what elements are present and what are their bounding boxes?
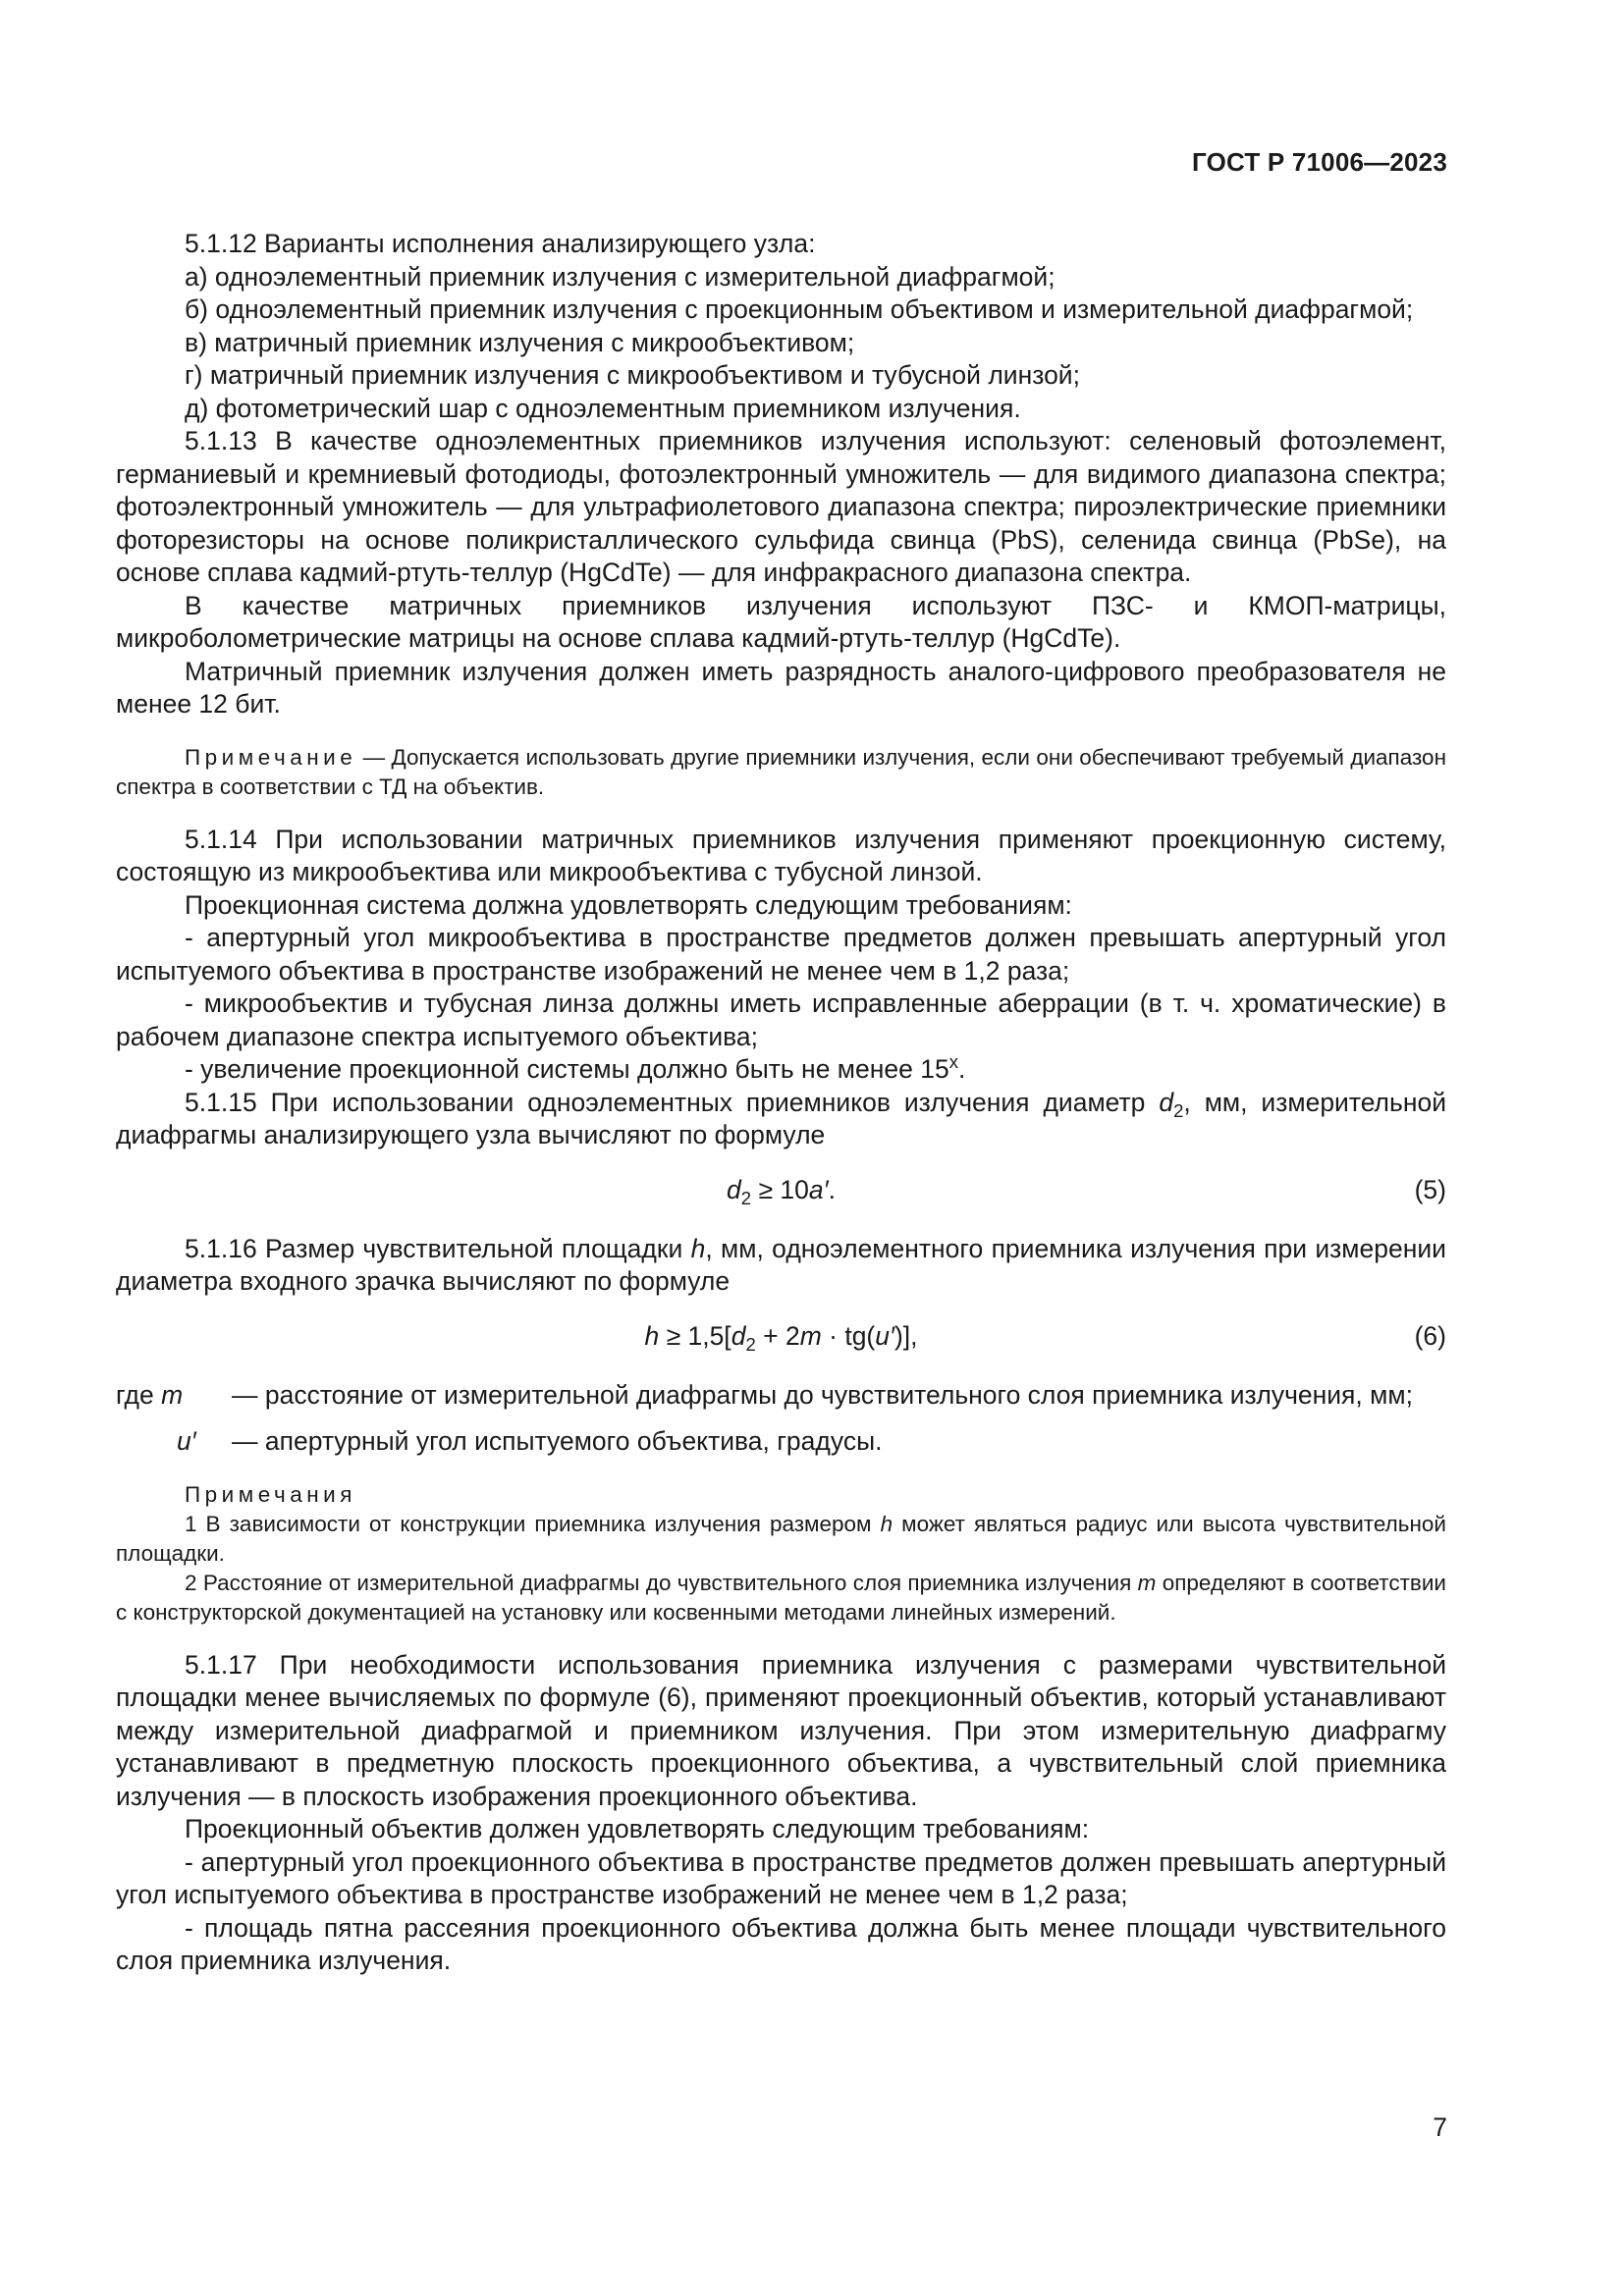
s5115-text-a: 5.1.15 При использовании одноэлементных приемников излучения диаметр bbox=[185, 1087, 1160, 1117]
section-5-1-13-paragraph: 5.1.13 В качестве одноэлементных приемников излучения используют: селеновый фотоэлемент, германиевый и кремниевый фотодиоды, фотоэлектронный умножитель — для видимого диапазона спектра; фотоэлектронный умножитель — для ультрафиолетового диапазона спектра; пироэлектрические приемники фоторезисторы на основе поликристаллического сульфида свинца (PbS), селенида свинца (PbSe), на основе сплава кадмий-ртуть-теллур (HgCdTe) — для инфракрасного диапазона спектра. bbox=[116, 426, 1446, 587]
note-text: — Допускается использовать другие приемники излучения, если они обеспечивают требуемый диапазон спектра в соответствии с ТД на объектив. bbox=[116, 744, 1446, 799]
s5115-text-b: , мм, измерительной диафрагмы анализирующего узла вычисляют по формуле bbox=[116, 1087, 1447, 1149]
list-item-b: б) одноэлементный приемник излучения с проекционным объективом и измерительной диафрагмой; bbox=[185, 294, 1414, 324]
magnification-text: - увеличение проекционной системы должно быть не менее 15 bbox=[185, 1054, 949, 1084]
f5-end: . bbox=[828, 1174, 836, 1204]
f6-p4: )], bbox=[893, 1320, 918, 1351]
document-header: ГОСТ Р 71006—2023 bbox=[1192, 147, 1447, 177]
f6-sub: 2 bbox=[745, 1333, 756, 1355]
f5-mid: ≥ 10 bbox=[751, 1174, 809, 1204]
note1-h: h bbox=[880, 1511, 893, 1536]
where-u: u′ bbox=[177, 1426, 196, 1456]
f6-p3: · tg( bbox=[821, 1320, 876, 1351]
section-5-1-12-title: 5.1.12 Варианты исполнения анализирующего узла: bbox=[185, 229, 816, 258]
list-item-d: д) фотометрический шар с одноэлементным приемником излучения. bbox=[185, 393, 1021, 423]
note2-a: 2 Расстояние от измерительной диафрагмы до чувствительного слоя приемника излучения bbox=[185, 1570, 1138, 1595]
s5116-text-b: , мм, одноэлементного приемника излучения при измерении диаметра входного зрачка вычисляют по формуле bbox=[116, 1233, 1446, 1296]
f6-u: u′ bbox=[875, 1320, 894, 1351]
note-label: Примечание bbox=[185, 744, 357, 770]
note2-b: определяют в соответствии с конструкторской документацией на установку или косвенными методами линейных измерений. bbox=[116, 1570, 1446, 1625]
adc-paragraph: Матричный приемник излучения должен иметь разрядность аналого-цифрового преобразователя не менее 12 бит. bbox=[116, 656, 1446, 719]
page-number: 7 bbox=[1433, 2112, 1447, 2142]
f6-h: h bbox=[644, 1320, 660, 1351]
note2-m: m bbox=[1137, 1570, 1157, 1595]
formula-5-expression bbox=[116, 1174, 1446, 1207]
f5-d: d bbox=[727, 1174, 741, 1204]
note-paragraph bbox=[116, 743, 1446, 802]
f6-m: m bbox=[799, 1320, 822, 1351]
f5-a: a′ bbox=[808, 1174, 829, 1204]
f6-d: d bbox=[731, 1320, 746, 1351]
s5116-symbol-h: h bbox=[690, 1233, 706, 1263]
s5116-text-a: 5.1.16 Размер чувствительной площадки bbox=[185, 1233, 691, 1263]
requirement-aperture: - апертурный угол микрообъектива в пространстве предметов должен превышать апертурный угол испытуемого объектива в пространстве изображений не менее чем в 1,2 раза; bbox=[116, 923, 1446, 986]
list-item-v: в) матричный приемник излучения с микрообъективом; bbox=[185, 327, 855, 357]
note-1 bbox=[116, 1510, 1446, 1569]
list-item-a: а) одноэлементный приемник излучения с измерительной диафрагмой; bbox=[185, 261, 1056, 292]
formula-6-expression bbox=[116, 1320, 1446, 1354]
magnification-sup: x bbox=[948, 1051, 958, 1072]
note1-b: может являться радиус или высота чувствительной площадки. bbox=[116, 1511, 1446, 1566]
where-m-text: — расстояние от измерительной диафрагмы до чувствительного слоя приемника излучения, мм; bbox=[232, 1379, 1413, 1410]
section-5-1-16-paragraph bbox=[116, 1233, 1446, 1299]
f6-p2: + 2 bbox=[755, 1320, 800, 1351]
requirement-aberrations: - микрообъектив и тубусная линза должны иметь исправленные аберрации (в т. ч. хроматические) в рабочем диапазоне спектра испытуемого объектива; bbox=[116, 988, 1446, 1051]
formula-5 bbox=[116, 1174, 1446, 1207]
notes-label-text: Примечания bbox=[185, 1481, 356, 1507]
matrix-receivers-paragraph: В качестве матричных приемников излучения используют ПЗС- и КМОП-матрицы, микроболометрические матрицы на основе сплава кадмий-ртуть-теллур (HgCdTe). bbox=[116, 590, 1446, 653]
requirement-magnification bbox=[116, 1053, 1446, 1087]
where-u-text: — апертурный угол испытуемого объектива, градусы. bbox=[232, 1426, 883, 1456]
where-m-definition bbox=[116, 1379, 1446, 1413]
formula-6-number: (6) bbox=[1414, 1320, 1446, 1351]
section-5-1-17-paragraph: 5.1.17 При необходимости использования приемника излучения с размерами чувствительной площадки менее вычисляемых по формуле (6), применяют проекционный объектив, который устанавливают между измерительной диафрагмой и приемником излучения. При этом измерительную диафрагму устанавливают в предметную плоскость проекционного объектива, а чувствительный слой приемника излучения — в плоскость изображения проекционного объектива. bbox=[116, 1649, 1446, 1811]
f6-p1: ≥ 1,5[ bbox=[659, 1320, 731, 1351]
s5115-symbol-d: d bbox=[1159, 1087, 1174, 1117]
objective-requirement-aperture: - апертурный угол проекционного объектива в пространстве предметов должен превышать апертурный угол испытуемого объектива в пространстве изображений не менее чем в 1,2 раза; bbox=[116, 1846, 1446, 1909]
formula-5-number: (5) bbox=[1414, 1174, 1446, 1204]
projection-objective-requirements: Проекционный объектив должен удовлетворять следующим требованиям: bbox=[185, 1814, 1090, 1843]
note-2 bbox=[116, 1569, 1446, 1628]
section-5-1-14-paragraph: 5.1.14 При использовании матричных приемников излучения применяют проекционную систему, состоящую из микрообъектива или микрообъектива с тубусной линзой. bbox=[116, 824, 1446, 886]
document-body bbox=[116, 228, 1446, 1978]
objective-requirement-spot: - площадь пятна рассеяния проекционного объектива должна быть менее площади чувствительного слоя приемника излучения. bbox=[116, 1912, 1446, 1975]
f5-sub: 2 bbox=[740, 1187, 752, 1208]
where-u-symbol bbox=[177, 1425, 196, 1459]
note1-a: 1 В зависимости от конструкции приемника излучения размером bbox=[185, 1511, 881, 1536]
list-item-g: г) матричный приемник излучения с микрообъективом и тубусной линзой; bbox=[185, 360, 1080, 390]
notes-label bbox=[116, 1480, 1446, 1510]
where-m-symbol bbox=[116, 1379, 183, 1413]
projection-system-requirements: Проекционная система должна удовлетворять следующим требованиям: bbox=[185, 889, 1072, 920]
formula-6 bbox=[116, 1320, 1446, 1354]
s5115-sub: 2 bbox=[1173, 1099, 1184, 1121]
where-m: m bbox=[161, 1379, 184, 1410]
where-label: где bbox=[116, 1379, 154, 1410]
where-u-definition bbox=[116, 1425, 1446, 1459]
magnification-end: . bbox=[957, 1054, 966, 1084]
section-5-1-15-paragraph bbox=[116, 1087, 1446, 1152]
